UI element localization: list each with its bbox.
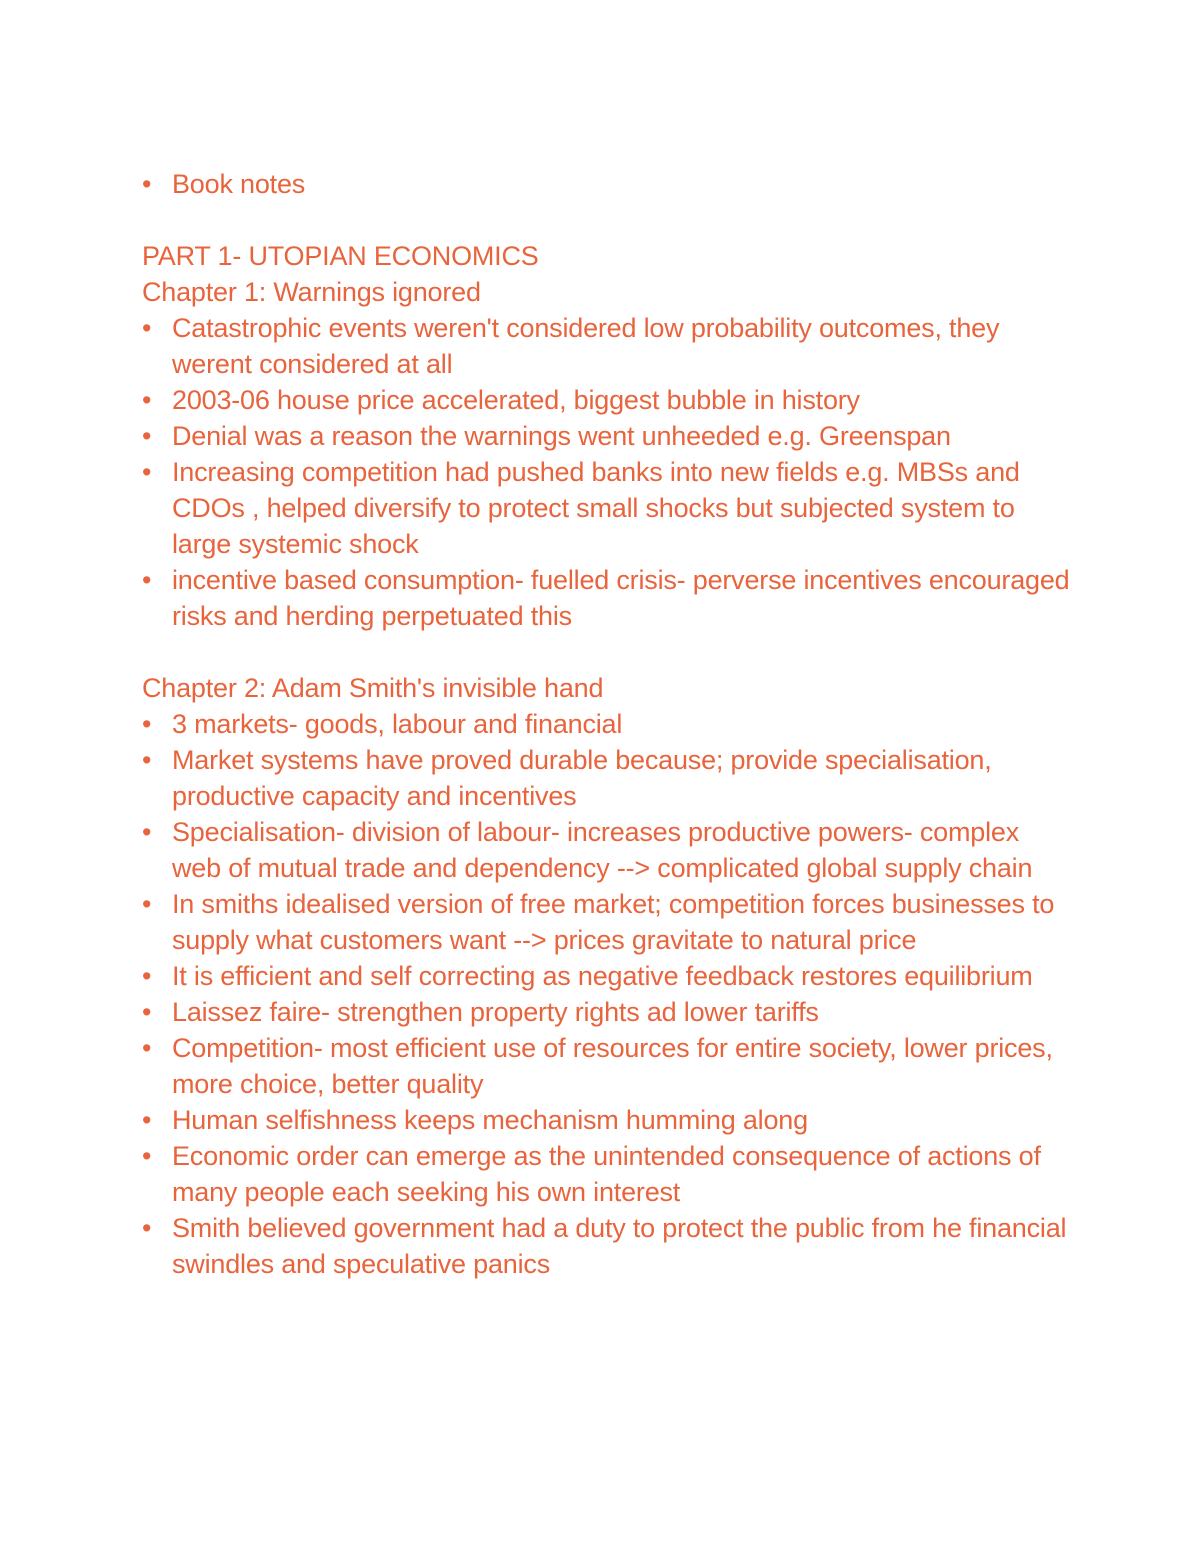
list-item-text: Smith believed government had a duty to protect the public from he financial swindles and speculative panics: [172, 1213, 1067, 1279]
list-item: [142, 742, 1072, 814]
list-item-text: Catastrophic events weren't considered low probability outcomes, they werent considered at all: [172, 313, 1000, 379]
bullet-icon: •: [142, 817, 152, 847]
list-item: [142, 1030, 1072, 1102]
top-bullet-list: [142, 166, 1072, 202]
bullet-icon: •: [142, 169, 152, 199]
list-item-text: Denial was a reason the warnings went unheeded e.g. Greenspan: [172, 421, 951, 451]
list-item-text: Economic order can emerge as the unintended consequence of actions of many people each seeking his own interest: [172, 1141, 1041, 1207]
list-item: [142, 1138, 1072, 1210]
list-item: [142, 1102, 1072, 1138]
list-item: [142, 1210, 1072, 1282]
bullet-icon: •: [142, 961, 152, 991]
bullet-icon: •: [142, 1033, 152, 1063]
bullet-icon: •: [142, 709, 152, 739]
chapter-2-heading: Chapter 2: Adam Smith's invisible hand: [142, 673, 604, 703]
list-item-text: 3 markets- goods, labour and financial: [172, 709, 623, 739]
list-item-text: Increasing competition had pushed banks into new fields e.g. MBSs and CDOs , helped diversify to protect small shocks but subjected system to large systemic shock: [172, 457, 1020, 559]
list-item: [142, 418, 1072, 454]
document-page: [142, 166, 1072, 1282]
bullet-icon: •: [142, 1105, 152, 1135]
list-item: [142, 454, 1072, 562]
list-item-text: Market systems have proved durable because; provide specialisation, productive capacity and incentives: [172, 745, 992, 811]
bullet-icon: •: [142, 1141, 152, 1171]
bullet-icon: •: [142, 421, 152, 451]
list-item: [142, 958, 1072, 994]
bullet-icon: •: [142, 457, 152, 487]
list-item: [142, 706, 1072, 742]
list-item-text: It is efficient and self correcting as negative feedback restores equilibrium: [172, 961, 1033, 991]
list-item-text: 2003-06 house price accelerated, biggest bubble in history: [172, 385, 860, 415]
bullet-icon: •: [142, 565, 152, 595]
bullet-icon: •: [142, 1213, 152, 1243]
list-item-text: Competition- most efficient use of resources for entire society, lower prices, more choice, better quality: [172, 1033, 1053, 1099]
bullet-icon: •: [142, 313, 152, 343]
list-item: [142, 382, 1072, 418]
list-item-text: Book notes: [172, 169, 306, 199]
chapter-2-list: [142, 706, 1072, 1282]
list-item-text: Specialisation- division of labour- increases productive powers- complex web of mutual trade and dependency --> complicated global supply chain: [172, 817, 1033, 883]
list-item: [142, 886, 1072, 958]
bullet-icon: •: [142, 385, 152, 415]
chapter-1-list: [142, 310, 1072, 634]
bullet-icon: •: [142, 745, 152, 775]
list-item-text: Human selfishness keeps mechanism humming along: [172, 1105, 808, 1135]
spacer: [142, 634, 1072, 670]
list-item-text: In smiths idealised version of free market; competition forces businesses to supply what customers want --> prices gravitate to natural price: [172, 889, 1055, 955]
list-item: [142, 994, 1072, 1030]
list-item-text: Laissez faire- strengthen property rights ad lower tariffs: [172, 997, 819, 1027]
list-item: [142, 814, 1072, 886]
bullet-icon: •: [142, 997, 152, 1027]
spacer: [142, 202, 1072, 238]
bullet-icon: •: [142, 889, 152, 919]
list-item: [142, 310, 1072, 382]
chapter-1-heading: Chapter 1: Warnings ignored: [142, 277, 481, 307]
list-item-text: incentive based consumption- fuelled crisis- perverse incentives encouraged risks and herding perpetuated this: [172, 565, 1070, 631]
list-item: [142, 562, 1072, 634]
part-heading: PART 1- UTOPIAN ECONOMICS: [142, 241, 539, 271]
list-item: [142, 166, 1072, 202]
